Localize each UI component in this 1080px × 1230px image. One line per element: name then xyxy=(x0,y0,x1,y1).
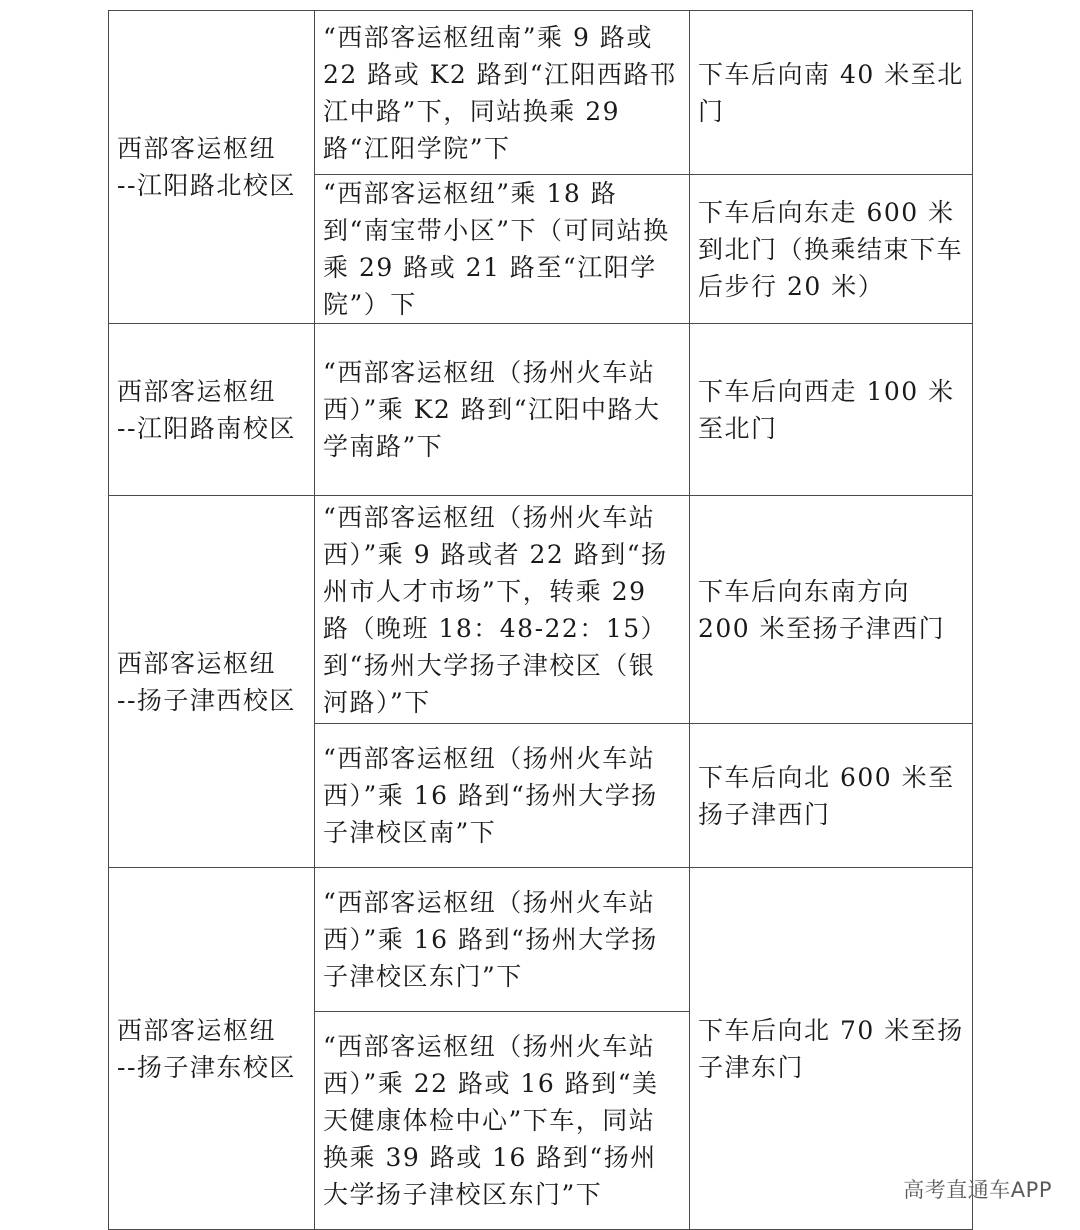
campus-cell xyxy=(109,496,315,868)
campus-origin: 西部客运枢纽 xyxy=(117,1015,277,1045)
bus-route-table xyxy=(108,10,973,1230)
walk-cell: 下车后向北 70 米至扬子津东门 xyxy=(690,868,973,1230)
table-row xyxy=(109,324,973,496)
campus-cell xyxy=(109,324,315,496)
route-cell: “西部客运枢纽（扬州火车站西）”乘 K2 路到“江阳中路大学南路”下 xyxy=(315,324,690,496)
campus-origin: 西部客运枢纽 xyxy=(117,648,277,678)
watermark: 高考直通车APP xyxy=(903,1178,1052,1202)
table-row xyxy=(109,868,973,1012)
walk-cell: 下车后向南 40 米至北门 xyxy=(690,11,973,175)
walk-cell: 下车后向西走 100 米至北门 xyxy=(690,324,973,496)
campus-cell xyxy=(109,11,315,324)
campus-cell xyxy=(109,868,315,1230)
walk-cell: 下车后向东南方向 200 米至扬子津西门 xyxy=(690,496,973,724)
route-cell: “西部客运枢纽（扬州火车站西）”乘 22 路或 16 路到“美天健康体检中心”下车，同站换乘 39 路或 16 路到“扬州大学扬子津校区东门”下 xyxy=(315,1012,690,1230)
route-cell: “西部客运枢纽”乘 18 路到“南宝带小区”下（可同站换乘 29 路或 21 路至“江阳学院”）下 xyxy=(315,175,690,324)
route-cell: “西部客运枢纽南”乘 9 路或 22 路或 K2 路到“江阳西路邗江中路”下，同站换乘 29 路“江阳学院”下 xyxy=(315,11,690,175)
route-cell: “西部客运枢纽（扬州火车站西）”乘 9 路或者 22 路到“扬州市人才市场”下，转乘 29 路（晚班 18：48-22：15）到“扬州大学扬子津校区（银河路）”下 xyxy=(315,496,690,724)
table-row xyxy=(109,11,973,175)
walk-cell: 下车后向北 600 米至扬子津西门 xyxy=(690,724,973,868)
campus-destination: --扬子津西校区 xyxy=(117,685,296,715)
table-row xyxy=(109,496,973,724)
campus-origin: 西部客运枢纽 xyxy=(117,134,277,163)
campus-destination: --江阳路北校区 xyxy=(117,171,296,200)
route-cell: “西部客运枢纽（扬州火车站西）”乘 16 路到“扬州大学扬子津校区南”下 xyxy=(315,724,690,868)
campus-destination: --扬子津东校区 xyxy=(117,1052,296,1082)
route-cell: “西部客运枢纽（扬州火车站西）”乘 16 路到“扬州大学扬子津校区东门”下 xyxy=(315,868,690,1012)
campus-destination: --江阳路南校区 xyxy=(117,413,296,443)
campus-origin: 西部客运枢纽 xyxy=(117,376,277,406)
walk-cell: 下车后向东走 600 米到北门（换乘结束下车后步行 20 米） xyxy=(690,175,973,324)
